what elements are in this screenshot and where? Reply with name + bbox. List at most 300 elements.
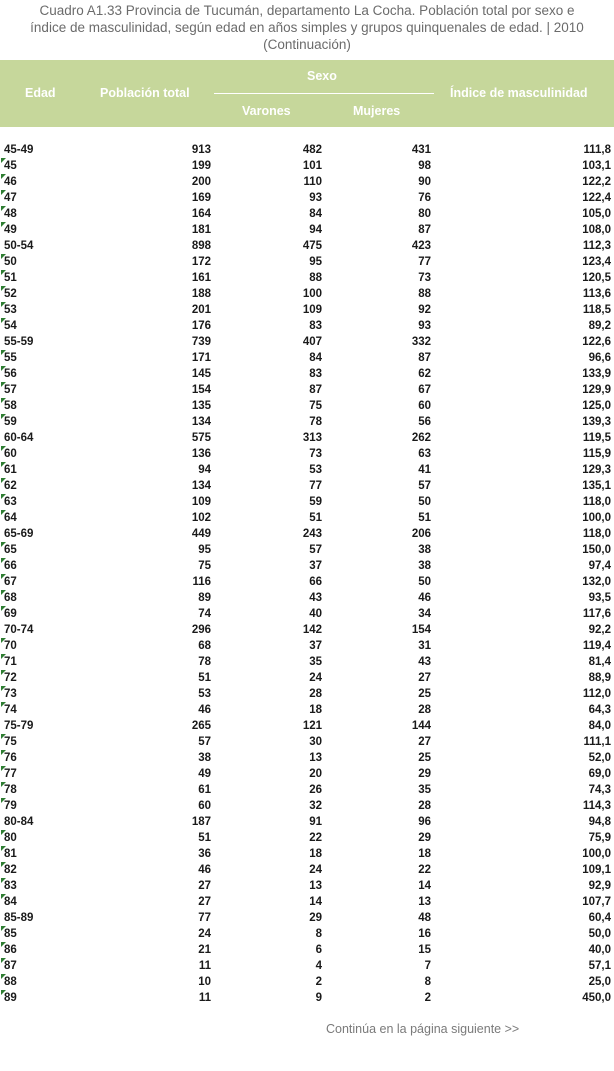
table-row <box>0 270 614 286</box>
cell-mujeres: 34 <box>418 608 431 620</box>
cell-mujeres: 27 <box>418 736 431 748</box>
cell-mujeres: 2 <box>424 992 431 1004</box>
cell-indice: 69,0 <box>588 768 611 780</box>
cell-mujeres: 92 <box>418 304 431 316</box>
cell-varones: 24 <box>309 864 322 876</box>
header-mujeres: Mujeres <box>353 104 401 118</box>
cell-indice: 119,5 <box>582 432 611 444</box>
table-row <box>0 318 614 334</box>
cell-varones: 35 <box>309 656 322 668</box>
cell-mujeres: 41 <box>418 464 431 476</box>
cell-edad: 80 <box>4 832 17 844</box>
cell-total: 51 <box>198 832 211 844</box>
cell-total: 10 <box>198 976 211 988</box>
cell-total: 134 <box>191 480 211 492</box>
table-row <box>0 430 614 446</box>
cell-varones: 95 <box>309 256 322 268</box>
cell-varones: 51 <box>309 512 322 524</box>
cell-total: 78 <box>198 656 211 668</box>
cell-edad: 52 <box>4 288 17 300</box>
cell-varones: 84 <box>309 208 322 220</box>
cell-varones: 100 <box>302 288 322 300</box>
table-row <box>0 350 614 366</box>
cell-total: 75 <box>198 560 211 572</box>
cell-mujeres: 88 <box>418 288 431 300</box>
cell-edad: 64 <box>4 512 17 524</box>
cell-mujeres: 80 <box>418 208 431 220</box>
cell-mujeres: 73 <box>418 272 431 284</box>
header-indice-masculinidad: Índice de masculinidad <box>450 86 588 100</box>
cell-mujeres: 28 <box>418 800 431 812</box>
cell-edad: 75 <box>4 736 17 748</box>
cell-varones: 83 <box>309 368 322 380</box>
cell-total: 164 <box>191 208 211 220</box>
cell-indice: 113,6 <box>582 288 611 300</box>
cell-total: 38 <box>198 752 211 764</box>
table-row <box>0 158 614 174</box>
cell-edad: 55-59 <box>4 336 34 348</box>
cell-indice: 125,0 <box>582 400 611 412</box>
cell-edad: 50 <box>4 256 17 268</box>
cell-mujeres: 67 <box>418 384 431 396</box>
cell-edad: 58 <box>4 400 17 412</box>
cell-total: 74 <box>198 608 211 620</box>
cell-edad: 70-74 <box>4 624 34 636</box>
table-row <box>0 654 614 670</box>
cell-edad: 69 <box>4 608 17 620</box>
title-line-2: índice de masculinidad, según edad en años simples y grupos quinquenales de edad. | 2010 <box>30 20 584 35</box>
table-row <box>0 366 614 382</box>
cell-total: 60 <box>198 800 211 812</box>
cell-edad: 60 <box>4 448 17 460</box>
cell-mujeres: 7 <box>424 960 431 972</box>
cell-total: 89 <box>198 592 211 604</box>
cell-varones: 78 <box>309 416 322 428</box>
cell-edad: 78 <box>4 784 17 796</box>
cell-total: 46 <box>198 704 211 716</box>
cell-total: 913 <box>191 144 211 156</box>
cell-edad: 65-69 <box>4 528 34 540</box>
cell-varones: 20 <box>309 768 322 780</box>
cell-varones: 91 <box>309 816 322 828</box>
table-row <box>0 302 614 318</box>
table-row <box>0 990 614 1006</box>
table-row <box>0 942 614 958</box>
cell-mujeres: 332 <box>411 336 431 348</box>
cell-mujeres: 27 <box>418 672 431 684</box>
table-row <box>0 910 614 926</box>
cell-varones: 4 <box>315 960 322 972</box>
cell-edad: 75-79 <box>4 720 34 732</box>
header-divider <box>214 93 434 94</box>
cell-mujeres: 93 <box>418 320 431 332</box>
table-row <box>0 958 614 974</box>
cell-mujeres: 51 <box>418 512 431 524</box>
header-sexo: Sexo <box>307 69 337 83</box>
table-row <box>0 446 614 462</box>
cell-mujeres: 18 <box>418 848 431 860</box>
cell-total: 102 <box>191 512 211 524</box>
cell-total: 95 <box>198 544 211 556</box>
cell-varones: 66 <box>309 576 322 588</box>
cell-mujeres: 62 <box>418 368 431 380</box>
cell-mujeres: 87 <box>418 352 431 364</box>
cell-total: 135 <box>191 400 211 412</box>
cell-edad: 66 <box>4 560 17 572</box>
cell-indice: 108,0 <box>582 224 611 236</box>
cell-total: 51 <box>198 672 211 684</box>
cell-total: 61 <box>198 784 211 796</box>
cell-indice: 112,3 <box>582 240 611 252</box>
table-title <box>0 2 614 53</box>
cell-edad: 48 <box>4 208 17 220</box>
table-row <box>0 718 614 734</box>
cell-edad: 62 <box>4 480 17 492</box>
cell-indice: 114,3 <box>582 800 611 812</box>
table-row <box>0 926 614 942</box>
cell-indice: 57,1 <box>588 960 611 972</box>
cell-total: 200 <box>191 176 211 188</box>
cell-total: 199 <box>191 160 211 172</box>
cell-edad: 85-89 <box>4 912 34 924</box>
cell-mujeres: 16 <box>418 928 431 940</box>
cell-total: 21 <box>198 944 211 956</box>
cell-indice: 120,5 <box>582 272 611 284</box>
cell-mujeres: 50 <box>418 496 431 508</box>
cell-varones: 475 <box>302 240 322 252</box>
table-row <box>0 638 614 654</box>
cell-indice: 107,7 <box>582 896 611 908</box>
cell-varones: 243 <box>302 528 322 540</box>
table-row <box>0 286 614 302</box>
cell-indice: 123,4 <box>582 256 611 268</box>
cell-total: 201 <box>191 304 211 316</box>
cell-indice: 122,4 <box>582 192 611 204</box>
cell-total: 116 <box>192 576 211 588</box>
header-edad: Edad <box>25 86 56 100</box>
cell-edad: 79 <box>4 800 17 812</box>
table-row <box>0 382 614 398</box>
cell-edad: 71 <box>4 656 17 668</box>
cell-mujeres: 56 <box>418 416 431 428</box>
cell-varones: 83 <box>309 320 322 332</box>
cell-edad: 59 <box>4 416 17 428</box>
cell-mujeres: 38 <box>418 544 431 556</box>
cell-varones: 109 <box>302 304 322 316</box>
cell-mujeres: 431 <box>411 144 431 156</box>
table-row <box>0 894 614 910</box>
cell-indice: 119,4 <box>582 640 611 652</box>
cell-varones: 59 <box>309 496 322 508</box>
table-row <box>0 830 614 846</box>
table-row <box>0 702 614 718</box>
cell-total: 171 <box>191 352 211 364</box>
title-line-3: (Continuación) <box>263 37 351 52</box>
cell-varones: 482 <box>302 144 322 156</box>
table-row <box>0 750 614 766</box>
cell-indice: 96,6 <box>588 352 611 364</box>
cell-edad: 83 <box>4 880 17 892</box>
table-row <box>0 190 614 206</box>
continue-next-page-link[interactable]: Continúa en la página siguiente >> <box>326 1022 520 1036</box>
cell-indice: 111,1 <box>583 736 611 748</box>
cell-indice: 105,0 <box>582 208 611 220</box>
table-row <box>0 734 614 750</box>
cell-total: 36 <box>198 848 211 860</box>
cell-edad: 46 <box>4 176 17 188</box>
table-row <box>0 574 614 590</box>
cell-edad: 65 <box>4 544 17 556</box>
cell-varones: 121 <box>302 720 322 732</box>
cell-varones: 142 <box>302 624 322 636</box>
cell-mujeres: 14 <box>418 880 431 892</box>
cell-mujeres: 423 <box>411 240 431 252</box>
cell-edad: 73 <box>4 688 17 700</box>
cell-total: 169 <box>191 192 211 204</box>
cell-total: 68 <box>198 640 211 652</box>
cell-total: 27 <box>198 880 211 892</box>
cell-indice: 88,9 <box>588 672 611 684</box>
cell-total: 94 <box>198 464 211 476</box>
cell-edad: 88 <box>4 976 17 988</box>
cell-edad: 74 <box>4 704 17 716</box>
table-row <box>0 878 614 894</box>
table-row <box>0 254 614 270</box>
cell-total: 187 <box>191 816 211 828</box>
cell-mujeres: 29 <box>418 768 431 780</box>
table-row <box>0 558 614 574</box>
cell-total: 296 <box>191 624 211 636</box>
cell-edad: 55 <box>4 352 17 364</box>
cell-varones: 14 <box>309 896 322 908</box>
cell-indice: 139,3 <box>582 416 611 428</box>
cell-varones: 73 <box>309 448 322 460</box>
cell-edad: 63 <box>4 496 17 508</box>
cell-varones: 29 <box>309 912 322 924</box>
cell-edad: 68 <box>4 592 17 604</box>
cell-mujeres: 35 <box>418 784 431 796</box>
cell-total: 172 <box>191 256 211 268</box>
cell-edad: 45 <box>4 160 17 172</box>
cell-mujeres: 22 <box>418 864 431 876</box>
cell-mujeres: 90 <box>418 176 431 188</box>
header-poblacion-total: Población total <box>100 86 190 100</box>
cell-total: 739 <box>191 336 211 348</box>
cell-indice: 109,1 <box>582 864 611 876</box>
cell-varones: 88 <box>309 272 322 284</box>
cell-indice: 93,5 <box>588 592 611 604</box>
table-row <box>0 478 614 494</box>
table-row <box>0 542 614 558</box>
cell-indice: 118,0 <box>582 496 611 508</box>
cell-total: 57 <box>198 736 211 748</box>
cell-edad: 51 <box>4 272 17 284</box>
cell-varones: 75 <box>309 400 322 412</box>
cell-edad: 72 <box>4 672 17 684</box>
cell-indice: 84,0 <box>588 720 611 732</box>
cell-indice: 150,0 <box>582 544 611 556</box>
cell-varones: 6 <box>315 944 322 956</box>
cell-indice: 92,9 <box>588 880 611 892</box>
cell-indice: 129,3 <box>582 464 611 476</box>
cell-total: 136 <box>191 448 211 460</box>
cell-varones: 30 <box>309 736 322 748</box>
title-line-1: Cuadro A1.33 Provincia de Tucumán, departamento La Cocha. Población total por sexo e <box>39 3 575 18</box>
table-row <box>0 862 614 878</box>
cell-indice: 50,0 <box>588 928 611 940</box>
cell-edad: 85 <box>4 928 17 940</box>
cell-total: 53 <box>198 688 211 700</box>
cell-edad: 50-54 <box>4 240 34 252</box>
cell-edad: 61 <box>4 464 17 476</box>
cell-total: 265 <box>191 720 211 732</box>
cell-total: 27 <box>198 896 211 908</box>
cell-total: 24 <box>198 928 211 940</box>
cell-varones: 26 <box>309 784 322 796</box>
cell-total: 109 <box>191 496 211 508</box>
cell-edad: 86 <box>4 944 17 956</box>
cell-edad: 87 <box>4 960 17 972</box>
cell-edad: 67 <box>4 576 17 588</box>
cell-indice: 103,1 <box>582 160 611 172</box>
cell-indice: 25,0 <box>588 976 611 988</box>
table-row <box>0 798 614 814</box>
table-row <box>0 606 614 622</box>
cell-indice: 112,0 <box>582 688 611 700</box>
cell-total: 181 <box>191 224 211 236</box>
cell-indice: 118,5 <box>582 304 611 316</box>
table-row <box>0 814 614 830</box>
cell-varones: 101 <box>302 160 322 172</box>
cell-varones: 53 <box>309 464 322 476</box>
cell-indice: 75,9 <box>588 832 611 844</box>
cell-varones: 8 <box>315 928 322 940</box>
cell-edad: 82 <box>4 864 17 876</box>
cell-total: 188 <box>191 288 211 300</box>
cell-mujeres: 25 <box>418 752 431 764</box>
cell-indice: 132,0 <box>582 576 611 588</box>
cell-total: 49 <box>198 768 211 780</box>
table-body <box>0 142 614 1006</box>
cell-varones: 28 <box>309 688 322 700</box>
table-row <box>0 238 614 254</box>
cell-indice: 122,6 <box>582 336 611 348</box>
cell-varones: 93 <box>309 192 322 204</box>
cell-total: 46 <box>198 864 211 876</box>
cell-total: 77 <box>198 912 211 924</box>
cell-indice: 92,2 <box>588 624 611 636</box>
cell-indice: 94,8 <box>588 816 611 828</box>
table-row <box>0 206 614 222</box>
cell-varones: 110 <box>303 176 322 188</box>
cell-mujeres: 8 <box>424 976 431 988</box>
table-row <box>0 142 614 158</box>
cell-total: 898 <box>191 240 211 252</box>
cell-total: 161 <box>191 272 211 284</box>
cell-total: 449 <box>191 528 211 540</box>
cell-mujeres: 77 <box>418 256 431 268</box>
cell-indice: 135,1 <box>582 480 611 492</box>
table-row <box>0 622 614 638</box>
cell-edad: 53 <box>4 304 17 316</box>
cell-indice: 52,0 <box>588 752 611 764</box>
cell-varones: 57 <box>309 544 322 556</box>
table-row <box>0 334 614 350</box>
cell-indice: 115,9 <box>582 448 611 460</box>
cell-varones: 37 <box>309 640 322 652</box>
cell-indice: 450,0 <box>582 992 611 1004</box>
table-row <box>0 974 614 990</box>
cell-varones: 84 <box>309 352 322 364</box>
cell-indice: 40,0 <box>588 944 611 956</box>
table-row <box>0 670 614 686</box>
cell-indice: 74,3 <box>588 784 611 796</box>
cell-edad: 54 <box>4 320 17 332</box>
cell-mujeres: 31 <box>418 640 431 652</box>
cell-mujeres: 43 <box>418 656 431 668</box>
cell-edad: 80-84 <box>4 816 34 828</box>
cell-indice: 122,2 <box>582 176 611 188</box>
table-row <box>0 222 614 238</box>
cell-varones: 9 <box>315 992 322 1004</box>
table-row <box>0 174 614 190</box>
cell-total: 154 <box>191 384 211 396</box>
cell-indice: 129,9 <box>582 384 611 396</box>
cell-varones: 13 <box>309 880 322 892</box>
cell-edad: 81 <box>4 848 17 860</box>
cell-mujeres: 144 <box>411 720 431 732</box>
cell-mujeres: 13 <box>418 896 431 908</box>
cell-varones: 18 <box>309 848 322 860</box>
cell-varones: 22 <box>309 832 322 844</box>
cell-mujeres: 63 <box>418 448 431 460</box>
cell-edad: 60-64 <box>4 432 34 444</box>
table-row <box>0 766 614 782</box>
cell-varones: 24 <box>309 672 322 684</box>
cell-varones: 87 <box>309 384 322 396</box>
cell-mujeres: 154 <box>411 624 431 636</box>
cell-mujeres: 50 <box>418 576 431 588</box>
cell-indice: 64,3 <box>588 704 611 716</box>
cell-varones: 37 <box>309 560 322 572</box>
cell-total: 11 <box>198 960 211 972</box>
cell-indice: 118,0 <box>582 528 611 540</box>
cell-edad: 77 <box>4 768 17 780</box>
table-row <box>0 590 614 606</box>
cell-indice: 117,6 <box>582 608 611 620</box>
cell-varones: 32 <box>309 800 322 812</box>
cell-total: 176 <box>191 320 211 332</box>
table-row <box>0 526 614 542</box>
cell-indice: 97,4 <box>588 560 611 572</box>
cell-edad: 89 <box>4 992 17 1004</box>
cell-mujeres: 48 <box>418 912 431 924</box>
table-row <box>0 510 614 526</box>
cell-mujeres: 25 <box>418 688 431 700</box>
table-row <box>0 462 614 478</box>
cell-mujeres: 206 <box>411 528 431 540</box>
cell-mujeres: 87 <box>418 224 431 236</box>
cell-indice: 89,2 <box>588 320 611 332</box>
table-row <box>0 494 614 510</box>
cell-varones: 407 <box>302 336 322 348</box>
cell-indice: 133,9 <box>582 368 611 380</box>
cell-indice: 60,4 <box>588 912 611 924</box>
header-varones: Varones <box>242 104 291 118</box>
cell-mujeres: 38 <box>418 560 431 572</box>
cell-edad: 45-49 <box>4 144 34 156</box>
cell-total: 134 <box>191 416 211 428</box>
